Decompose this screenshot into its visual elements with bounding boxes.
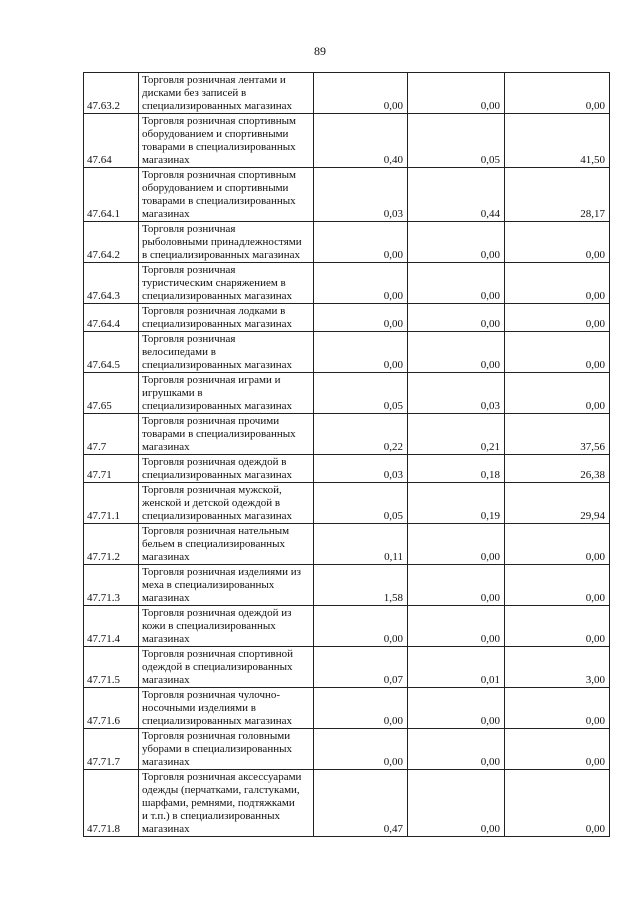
value-col-2-cell: 0,03	[408, 373, 505, 414]
okved-code-cell: 47.7	[84, 414, 139, 455]
activity-name-cell	[139, 688, 314, 729]
value-col-3-cell: 0,00	[505, 565, 610, 606]
activity-name-cell	[139, 414, 314, 455]
activity-name-text: Торговля розничная нательным бельем в специализированных магазинах	[142, 525, 290, 563]
table-row	[84, 524, 610, 565]
activity-name-text: Торговля розничная велосипедами в специализированных магазинах	[142, 333, 293, 371]
value-col-3-cell: 0,00	[505, 688, 610, 729]
activity-name-text: Торговля розничная чулочно-носочными изделиями в специализированных магазинах	[142, 689, 293, 727]
activity-name-cell	[139, 770, 314, 837]
value-col-1-cell: 0,03	[314, 168, 408, 222]
value-col-1-cell: 0,00	[314, 606, 408, 647]
activity-name-text: Торговля розничная одеждой из кожи в специализированных магазинах	[142, 607, 292, 645]
value-col-2-cell: 0,00	[408, 73, 505, 114]
value-col-2-cell: 0,00	[408, 222, 505, 263]
value-col-3-cell: 0,00	[505, 729, 610, 770]
okved-code-cell: 47.63.2	[84, 73, 139, 114]
activity-name-cell	[139, 304, 314, 332]
value-col-2-cell: 0,18	[408, 455, 505, 483]
table-row	[84, 263, 610, 304]
activity-name-cell	[139, 73, 314, 114]
activity-name-cell	[139, 565, 314, 606]
activity-name-text: Торговля розничная туристическим снаряжением в специализированных магазинах	[142, 264, 293, 302]
value-col-1-cell: 0,07	[314, 647, 408, 688]
activity-name-cell	[139, 524, 314, 565]
value-col-1-cell: 0,22	[314, 414, 408, 455]
value-col-3-cell: 3,00	[505, 647, 610, 688]
value-col-2-cell: 0,00	[408, 332, 505, 373]
activity-name-cell	[139, 373, 314, 414]
value-col-3-cell: 41,50	[505, 114, 610, 168]
value-col-2-cell: 0,00	[408, 688, 505, 729]
value-col-1-cell: 0,00	[314, 688, 408, 729]
okved-code-cell: 47.64.3	[84, 263, 139, 304]
value-col-3-cell: 28,17	[505, 168, 610, 222]
value-col-1-cell: 0,05	[314, 373, 408, 414]
value-col-1-cell: 1,58	[314, 565, 408, 606]
activity-name-text: Торговля розничная прочими товарами в специализированных магазинах	[142, 415, 296, 453]
activity-name-text: Торговля розничная изделиями из меха в специализированных магазинах	[142, 566, 301, 604]
okved-code-cell: 47.64.2	[84, 222, 139, 263]
table-row	[84, 483, 610, 524]
okved-code-cell: 47.71.3	[84, 565, 139, 606]
table-row	[84, 373, 610, 414]
table-row	[84, 455, 610, 483]
okved-code-cell: 47.71.7	[84, 729, 139, 770]
okved-code-cell: 47.71.5	[84, 647, 139, 688]
activity-name-cell	[139, 729, 314, 770]
value-col-2-cell: 0,44	[408, 168, 505, 222]
okved-code-cell: 47.71.4	[84, 606, 139, 647]
table-row	[84, 222, 610, 263]
value-col-3-cell: 0,00	[505, 524, 610, 565]
activity-name-cell	[139, 168, 314, 222]
data-table	[83, 72, 610, 837]
activity-name-text: Торговля розничная играми и игрушками в специализированных магазинах	[142, 374, 293, 412]
table-row	[84, 606, 610, 647]
table-row	[84, 114, 610, 168]
activity-name-text: Торговля розничная головными уборами в специализированных магазинах	[142, 730, 292, 768]
activity-name-cell	[139, 455, 314, 483]
okved-code-cell: 47.64.1	[84, 168, 139, 222]
activity-name-cell	[139, 263, 314, 304]
value-col-1-cell: 0,00	[314, 73, 408, 114]
okved-code-cell: 47.65	[84, 373, 139, 414]
value-col-2-cell: 0,00	[408, 606, 505, 647]
value-col-1-cell: 0,05	[314, 483, 408, 524]
value-col-2-cell: 0,00	[408, 729, 505, 770]
value-col-1-cell: 0,00	[314, 222, 408, 263]
okved-code-cell: 47.64.5	[84, 332, 139, 373]
data-table-container	[83, 72, 609, 837]
value-col-1-cell: 0,47	[314, 770, 408, 837]
value-col-2-cell: 0,00	[408, 565, 505, 606]
value-col-2-cell: 0,00	[408, 263, 505, 304]
value-col-2-cell: 0,00	[408, 304, 505, 332]
activity-name-text: Торговля розничная спортивным оборудованием и спортивными товарами в специализированных магазинах	[142, 169, 296, 220]
value-col-2-cell: 0,21	[408, 414, 505, 455]
activity-name-cell	[139, 647, 314, 688]
table-row	[84, 770, 610, 837]
table-row	[84, 688, 610, 729]
value-col-3-cell: 37,56	[505, 414, 610, 455]
value-col-1-cell: 0,40	[314, 114, 408, 168]
value-col-2-cell: 0,05	[408, 114, 505, 168]
activity-name-cell	[139, 606, 314, 647]
table-row	[84, 332, 610, 373]
activity-name-text: Торговля розничная одеждой в специализированных магазинах	[142, 456, 293, 481]
activity-name-cell	[139, 483, 314, 524]
table-body	[84, 73, 610, 837]
value-col-2-cell: 0,19	[408, 483, 505, 524]
value-col-2-cell: 0,00	[408, 524, 505, 565]
table-row	[84, 168, 610, 222]
value-col-3-cell: 0,00	[505, 263, 610, 304]
activity-name-cell	[139, 222, 314, 263]
value-col-3-cell: 0,00	[505, 770, 610, 837]
activity-name-text: Торговля розничная мужской, женской и детской одеждой в специализированных магазинах	[142, 484, 293, 522]
table-row	[84, 304, 610, 332]
value-col-1-cell: 0,03	[314, 455, 408, 483]
activity-name-text: Торговля розничная лентами и дисками без записей в специализированных магазинах	[142, 74, 293, 112]
value-col-3-cell: 0,00	[505, 373, 610, 414]
value-col-3-cell: 26,38	[505, 455, 610, 483]
value-col-3-cell: 0,00	[505, 332, 610, 373]
okved-code-cell: 47.71.1	[84, 483, 139, 524]
activity-name-text: Торговля розничная спортивной одеждой в специализированных магазинах	[142, 648, 293, 686]
page-number: 89	[314, 44, 326, 58]
value-col-2-cell: 0,00	[408, 770, 505, 837]
activity-name-text: Торговля розничная лодками в специализированных магазинах	[142, 305, 293, 330]
okved-code-cell: 47.71.8	[84, 770, 139, 837]
value-col-3-cell: 0,00	[505, 304, 610, 332]
okved-code-cell: 47.64.4	[84, 304, 139, 332]
activity-name-text: Торговля розничная рыболовными принадлежностями в специализированных магазинах	[142, 223, 302, 261]
activity-name-cell	[139, 114, 314, 168]
value-col-3-cell: 0,00	[505, 222, 610, 263]
table-row	[84, 565, 610, 606]
activity-name-cell	[139, 332, 314, 373]
activity-name-text: Торговля розничная спортивным оборудованием и спортивными товарами в специализированных магазинах	[142, 115, 296, 166]
table-row	[84, 414, 610, 455]
value-col-1-cell: 0,00	[314, 263, 408, 304]
activity-name-text: Торговля розничная аксессуарами одежды (перчатками, галстуками, шарфами, ремнями, подтяжками и т.п.) в специализированных магазинах	[142, 771, 302, 835]
value-col-3-cell: 0,00	[505, 73, 610, 114]
okved-code-cell: 47.71.2	[84, 524, 139, 565]
table-row	[84, 647, 610, 688]
okved-code-cell: 47.71	[84, 455, 139, 483]
okved-code-cell: 47.71.6	[84, 688, 139, 729]
value-col-1-cell: 0,11	[314, 524, 408, 565]
value-col-1-cell: 0,00	[314, 729, 408, 770]
value-col-1-cell: 0,00	[314, 332, 408, 373]
value-col-3-cell: 0,00	[505, 606, 610, 647]
table-row	[84, 73, 610, 114]
value-col-1-cell: 0,00	[314, 304, 408, 332]
value-col-2-cell: 0,01	[408, 647, 505, 688]
table-row	[84, 729, 610, 770]
value-col-3-cell: 29,94	[505, 483, 610, 524]
okved-code-cell: 47.64	[84, 114, 139, 168]
